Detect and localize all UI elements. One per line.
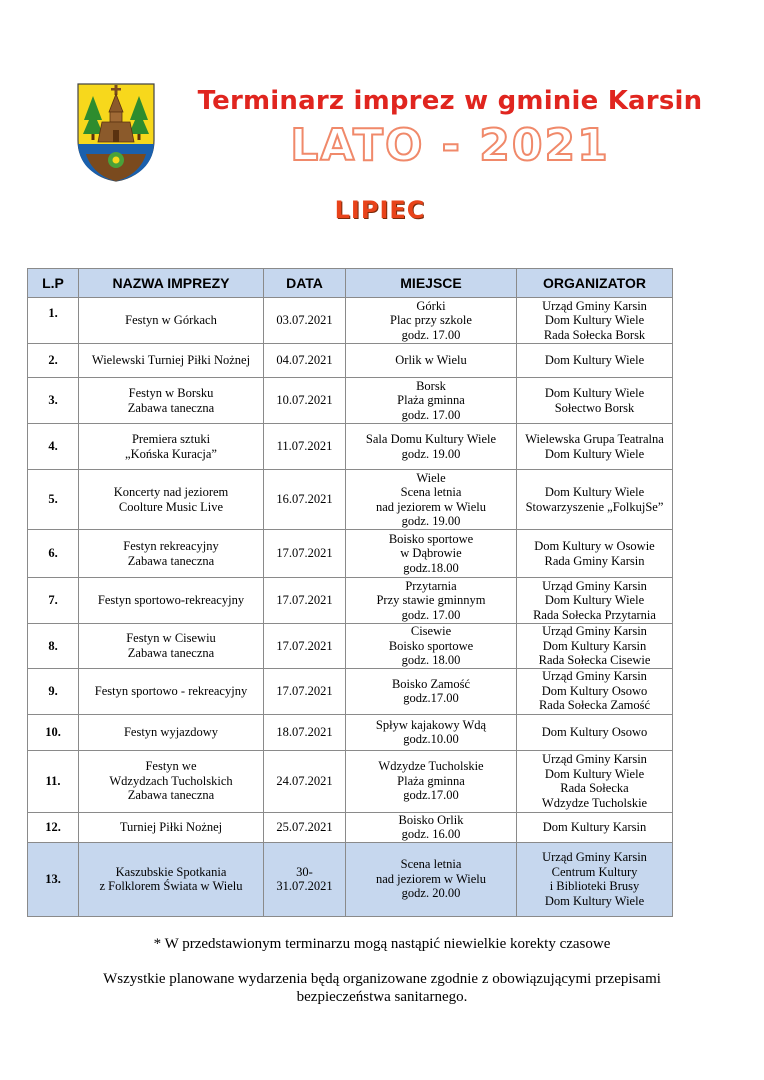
event-name-line: Coolture Music Live: [118, 499, 224, 514]
event-name-line: Wielewski Turniej Piłki Nożnej: [91, 353, 251, 368]
event-place: [346, 668, 517, 714]
row-number: 13.: [28, 842, 79, 916]
row-number: 3.: [28, 378, 79, 424]
event-name-line: Festyn we: [145, 759, 197, 774]
event-organizer-line: Wielewska Grupa Teatralna: [525, 432, 664, 446]
event-name: [79, 714, 264, 750]
event-name-line: z Folklorem Świata w Wielu: [99, 879, 243, 893]
event-place-line: Cisewie: [410, 624, 452, 638]
event-date: [264, 750, 346, 812]
event-place-line: godz.17.00: [403, 788, 459, 803]
event-name-line: Zabawa taneczna: [127, 645, 215, 660]
event-date: [264, 624, 346, 669]
event-place-line: nad jeziorem w Wielu: [376, 871, 486, 886]
event-date-line: 17.07.2021: [276, 638, 333, 653]
event-organizer-line: Dom Kultury Wiele: [544, 353, 645, 368]
event-organizer-line: Rada Gminy Karsin: [544, 553, 645, 568]
event-place-line: godz.18.00: [403, 560, 459, 575]
event-place-line: godz. 16.00: [401, 827, 461, 841]
event-organizer-line: Urząd Gminy Karsin: [542, 298, 647, 313]
event-name: [79, 624, 264, 669]
table-row: [28, 812, 673, 842]
event-place: [346, 470, 517, 530]
event-name-line: Koncerty nad jeziorem: [113, 485, 229, 499]
event-organizer-line: Dom Kultury Osowo: [541, 683, 648, 698]
event-date-line: 31.07.2021: [276, 879, 333, 893]
event-date: [264, 424, 346, 470]
event-name-line: Festyn w Górkach: [125, 313, 217, 328]
row-number: 2.: [28, 344, 79, 378]
event-name: [79, 470, 264, 530]
event-name: [79, 378, 264, 424]
event-place: [346, 714, 517, 750]
event-place-line: Przy stawie gminnym: [376, 593, 486, 608]
column-header-name: NAZWA IMPREZY: [79, 269, 264, 298]
event-date: [264, 578, 346, 624]
event-place-line: Plaża gminna: [397, 393, 465, 408]
event-organizer-line: Sołectwo Borsk: [554, 400, 635, 415]
event-name: [79, 344, 264, 378]
event-organizer-line: Dom Kultury Karsin: [542, 819, 647, 834]
table-row: [28, 344, 673, 378]
sanitary-note-line-1: Wszystkie planowane wydarzenia będą organizowane zgodnie z obowiązującymi przepisami: [103, 971, 661, 987]
table-row: [28, 378, 673, 424]
event-name-line: „Końska Kuracja”: [125, 446, 217, 461]
event-organizer-line: Rada Sołecka: [560, 781, 629, 795]
event-place-line: godz. 18.00: [401, 653, 461, 667]
event-date: [264, 714, 346, 750]
event-place-line: godz. 17.00: [401, 407, 461, 422]
table-row: [28, 530, 673, 578]
event-name: [79, 578, 264, 624]
events-table: [27, 268, 673, 917]
row-number: 7.: [28, 578, 79, 624]
event-date-line: 03.07.2021: [276, 313, 333, 328]
event-organizer-line: Dom Kultury Wiele: [544, 313, 645, 328]
event-name-line: Festyn rekreacyjny: [123, 539, 219, 553]
row-number: 11.: [28, 750, 79, 812]
event-place: [346, 344, 517, 378]
event-name-line: Festyn w Cisewiu: [126, 631, 216, 646]
event-organizer-line: Urząd Gminy Karsin: [542, 752, 647, 766]
event-place-line: Wiele: [416, 470, 446, 485]
month-heading: LIPIEC: [334, 196, 426, 224]
event-organizer-line: Dom Kultury w Osowie: [534, 539, 655, 553]
event-place-line: godz. 17.00: [401, 327, 461, 342]
event-place-line: Scena letnia: [400, 857, 462, 872]
event-date-line: 10.07.2021: [276, 393, 333, 408]
event-date: [264, 530, 346, 578]
event-name: [79, 424, 264, 470]
event-name: [79, 750, 264, 812]
event-place-line: Boisko sportowe: [388, 531, 474, 546]
event-date-line: 30-: [296, 864, 313, 879]
table-header-row: [28, 269, 673, 298]
event-date: [264, 470, 346, 530]
event-name-line: Wdzydzach Tucholskich: [109, 773, 233, 788]
row-number: 4.: [28, 424, 79, 470]
event-place-line: Borsk: [416, 378, 446, 393]
season-heading: LATO - 2021: [290, 120, 610, 171]
event-organizer: [517, 812, 673, 842]
event-organizer: [517, 530, 673, 578]
event-date: [264, 378, 346, 424]
event-name-line: Festyn sportowo - rekreacyjny: [94, 683, 248, 698]
table-row: [28, 298, 673, 344]
event-place-line: Górki: [416, 298, 446, 313]
event-place-line: Wdzydze Tucholskie: [378, 759, 484, 774]
table-row: [28, 578, 673, 624]
table-row: [28, 750, 673, 812]
event-place-line: Plaża gminna: [397, 773, 465, 788]
row-number: 9.: [28, 668, 79, 714]
event-organizer: [517, 378, 673, 424]
event-organizer-line: Dom Kultury Wiele: [544, 446, 645, 461]
event-name-line: Zabawa taneczna: [127, 788, 215, 803]
event-date-line: 04.07.2021: [276, 353, 333, 368]
event-organizer-line: i Biblioteki Brusy: [549, 879, 640, 893]
table-row: [28, 424, 673, 470]
event-place: [346, 378, 517, 424]
event-organizer: [517, 424, 673, 470]
event-name: [79, 530, 264, 578]
event-place-line: godz. 19.00: [401, 446, 461, 461]
column-header-date: DATA: [264, 269, 346, 298]
sanitary-note-line-2: bezpieczeństwa sanitarnego.: [296, 989, 468, 1005]
event-place: [346, 298, 517, 344]
column-header-place: MIEJSCE: [346, 269, 517, 298]
event-organizer-line: Dom Kultury Wiele: [544, 893, 645, 908]
event-place-line: Spływ kajakowy Wdą: [375, 717, 487, 732]
event-organizer: [517, 624, 673, 669]
event-organizer: [517, 714, 673, 750]
row-number: 8.: [28, 624, 79, 669]
event-organizer: [517, 750, 673, 812]
event-name-line: Zabawa taneczna: [127, 553, 215, 568]
event-place-line: w Dąbrowie: [400, 546, 462, 561]
event-organizer-line: Rada Sołecka Cisewie: [538, 653, 651, 667]
event-organizer: [517, 668, 673, 714]
event-organizer-line: Urząd Gminy Karsin: [542, 578, 647, 593]
event-name-line: Turniej Piłki Nożnej: [119, 819, 223, 834]
row-number: 1.: [28, 298, 79, 344]
event-place: [346, 424, 517, 470]
event-place: [346, 530, 517, 578]
event-organizer: [517, 470, 673, 530]
page-title: Terminarz imprez w gminie Karsin: [197, 86, 703, 116]
event-name: [79, 668, 264, 714]
event-name-line: Festyn sportowo-rekreacyjny: [97, 593, 245, 608]
table-row: [28, 842, 673, 916]
row-number: 6.: [28, 530, 79, 578]
event-organizer-line: Dom Kultury Wiele: [544, 386, 645, 400]
table-body: [28, 298, 673, 917]
sanitary-note: [40, 970, 724, 1006]
event-date: [264, 344, 346, 378]
event-date-line: 11.07.2021: [276, 439, 333, 454]
event-name: [79, 298, 264, 344]
schedule-note: * W przedstawionym terminarzu mogą nastąpić niewielkie korekty czasowe: [153, 936, 611, 952]
event-date-line: 18.07.2021: [276, 724, 333, 739]
row-number: 12.: [28, 812, 79, 842]
event-organizer-line: Rada Sołecka Zamość: [538, 698, 651, 713]
event-name: [79, 812, 264, 842]
event-organizer-line: Urząd Gminy Karsin: [542, 624, 647, 638]
event-date-line: 25.07.2021: [276, 819, 333, 834]
event-organizer: [517, 842, 673, 916]
event-date: [264, 842, 346, 916]
row-number: 10.: [28, 714, 79, 750]
event-name-line: Festyn w Borsku: [128, 386, 214, 400]
event-date-line: 17.07.2021: [276, 546, 333, 561]
event-place-line: godz. 19.00: [401, 514, 461, 528]
table-row: [28, 624, 673, 669]
event-place-line: Boisko Orlik: [398, 812, 464, 827]
event-place-line: godz.17.00: [403, 691, 459, 705]
event-organizer-line: Urząd Gminy Karsin: [542, 850, 647, 864]
table-row: [28, 470, 673, 530]
event-organizer-line: Centrum Kultury: [551, 864, 638, 879]
event-organizer-line: Rada Sołecka Borsk: [543, 327, 646, 342]
event-organizer-line: Rada Sołecka Przytarnia: [533, 607, 656, 622]
event-organizer-line: Stowarzyszenie „FolkujSe”: [525, 499, 664, 514]
event-date-line: 16.07.2021: [276, 492, 333, 507]
event-date-line: 17.07.2021: [276, 683, 333, 698]
event-place-line: Boisko Zamość: [391, 676, 471, 691]
event-organizer-line: Wdzydze Tucholskie: [541, 795, 648, 810]
table-row: [28, 668, 673, 714]
event-organizer-line: Dom Kultury Wiele: [544, 485, 645, 499]
event-name-line: Zabawa taneczna: [127, 400, 215, 415]
event-name-line: Premiera sztuki: [131, 432, 211, 446]
event-place-line: Plac przy szkole: [390, 313, 472, 328]
event-place-line: Boisko sportowe: [388, 638, 474, 653]
event-organizer-line: Dom Kultury Wiele: [544, 593, 645, 608]
event-place-line: godz. 20.00: [401, 886, 461, 901]
event-place-line: godz. 17.00: [401, 607, 461, 622]
event-place-line: Orlik w Wielu: [395, 353, 467, 368]
column-header-organizer: ORGANIZATOR: [517, 269, 673, 298]
event-organizer-line: Urząd Gminy Karsin: [542, 669, 647, 684]
event-name: [79, 842, 264, 916]
event-date-line: 24.07.2021: [276, 773, 333, 788]
gmina-karsin-coat-of-arms: [76, 82, 156, 182]
event-place: [346, 750, 517, 812]
event-place: [346, 578, 517, 624]
event-place: [346, 842, 517, 916]
column-header-lp: L.P: [28, 269, 79, 298]
event-organizer-line: Dom Kultury Karsin: [542, 638, 647, 653]
event-date-line: 17.07.2021: [276, 593, 333, 608]
event-date: [264, 812, 346, 842]
event-place-line: Scena letnia: [400, 485, 462, 499]
event-organizer: [517, 344, 673, 378]
event-place-line: Przytarnia: [405, 578, 457, 593]
event-date: [264, 298, 346, 344]
event-place: [346, 624, 517, 669]
event-name-line: Kaszubskie Spotkania: [115, 864, 227, 879]
event-place-line: godz.10.00: [403, 732, 459, 746]
event-organizer: [517, 298, 673, 344]
event-organizer-line: Dom Kultury Wiele: [544, 766, 645, 781]
event-name-line: Festyn wyjazdowy: [123, 724, 219, 739]
event-organizer-line: Dom Kultury Osowo: [541, 724, 648, 739]
table-row: [28, 714, 673, 750]
event-date: [264, 668, 346, 714]
row-number: 5.: [28, 470, 79, 530]
event-place-line: nad jeziorem w Wielu: [376, 499, 486, 514]
event-place-line: Sala Domu Kultury Wiele: [365, 432, 497, 446]
event-organizer: [517, 578, 673, 624]
event-place: [346, 812, 517, 842]
